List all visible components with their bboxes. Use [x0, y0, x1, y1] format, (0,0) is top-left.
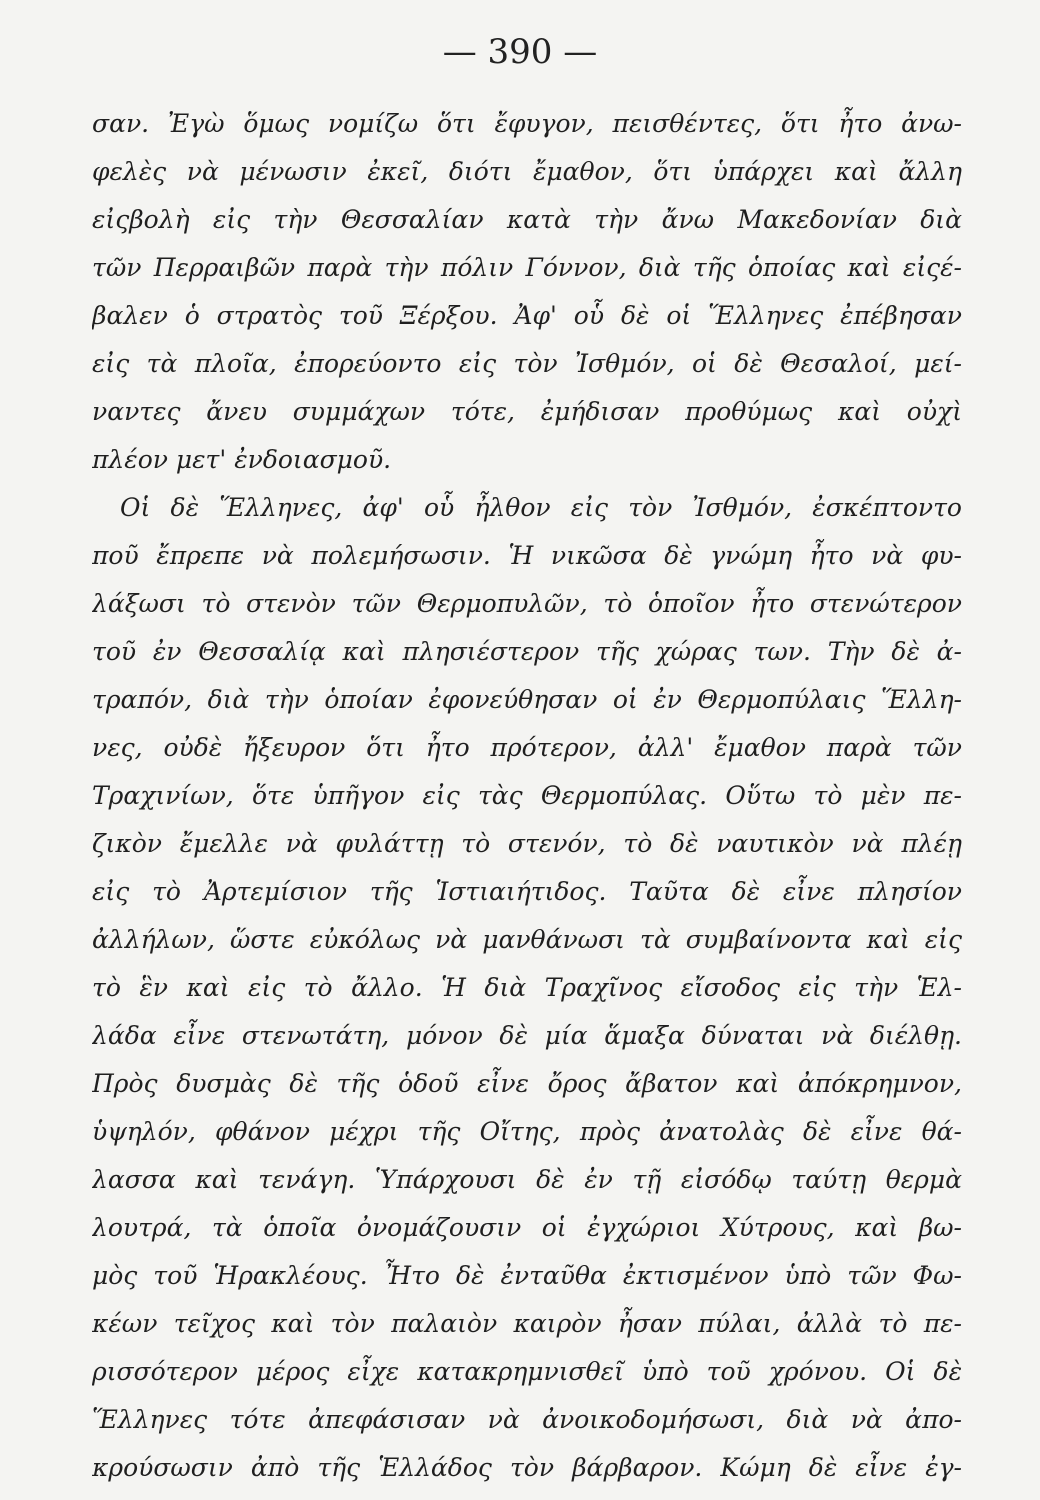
text-line: λασσα καὶ τενάγη. Ὑπάρχουσι δὲ ἐν τῇ εἰσόδῳ ταύτῃ θερμὰ: [92, 1165, 962, 1194]
text-line: κρούσωσιν ἀπὸ τῆς Ἑλλάδος τὸν βάρβαρον. Κώμη δὲ εἶνε ἐγ-: [92, 1453, 962, 1482]
text-line: Οἱ δὲ Ἕλληνες, ἀφ' οὗ ἦλθον εἰς τὸν Ἰσθμόν, ἐσκέπτοντο: [120, 493, 962, 522]
text-line: ναντες ἄνευ συμμάχων τότε, ἐμήδισαν προθύμως καὶ οὐχὶ: [92, 397, 962, 426]
text-line: μὸς τοῦ Ἡρακλέους. Ἦτο δὲ ἐνταῦθα ἐκτισμένον ὑπὸ τῶν Φω-: [92, 1261, 962, 1290]
text-line: νες, οὐδὲ ἤξευρον ὅτι ἦτο πρότερον, ἀλλ' ἔμαθον παρὰ τῶν: [92, 733, 962, 762]
text-line: λουτρά, τὰ ὁποῖα ὀνομάζουσιν οἱ ἐγχώριοι Χύτρους, καὶ βω-: [92, 1213, 962, 1242]
text-line: τραπόν, διὰ τὴν ὁποίαν ἐφονεύθησαν οἱ ἐν Θερμοπύλαις Ἕλλη-: [92, 685, 962, 714]
text-line: τῶν Περραιβῶν παρὰ τὴν πόλιν Γόννον, διὰ τῆς ὁποίας καὶ εἰςέ-: [92, 253, 962, 282]
paragraph-2: [92, 484, 962, 1492]
text-line: Ἕλληνες τότε ἀπεφάσισαν νὰ ἀνοικοδομήσωσι, διὰ νὰ ἀπο-: [92, 1405, 962, 1434]
text-line: εἰς τὰ πλοῖα, ἐπορεύοντο εἰς τὸν Ἰσθμόν, οἱ δὲ Θεσαλοί, μεί-: [92, 349, 962, 378]
text-line: τὸ ἓν καὶ εἰς τὸ ἄλλο. Ἡ διὰ Τραχῖνος εἴσοδος εἰς τὴν Ἑλ-: [92, 973, 962, 1002]
text-line: βαλεν ὁ στρατὸς τοῦ Ξέρξου. Ἀφ' οὗ δὲ οἱ Ἕλληνες ἐπέβησαν: [92, 301, 962, 330]
text-line: κέων τεῖχος καὶ τὸν παλαιὸν καιρὸν ἦσαν πύλαι, ἀλλὰ τὸ πε-: [92, 1309, 962, 1338]
text-line: Τραχινίων, ὅτε ὑπῆγον εἰς τὰς Θερμοπύλας. Οὕτω τὸ μὲν πε-: [92, 781, 962, 810]
text-line: ρισσότερον μέρος εἶχε κατακρημνισθεῖ ὑπὸ τοῦ χρόνου. Οἱ δὲ: [92, 1357, 962, 1386]
text-line: ἀλλήλων, ὥστε εὐκόλως νὰ μανθάνωσι τὰ συμβαίνοντα καὶ εἰς: [92, 925, 962, 954]
text-line: εἰςβολὴ εἰς τὴν Θεσσαλίαν κατὰ τὴν ἄνω Μακεδονίαν διὰ: [92, 205, 962, 234]
text-line: ζικὸν ἔμελλε νὰ φυλάττῃ τὸ στενόν, τὸ δὲ ναυτικὸν νὰ πλέῃ: [92, 829, 962, 858]
text-line: ποῦ ἔπρεπε νὰ πολεμήσωσιν. Ἡ νικῶσα δὲ γνώμη ἦτο νὰ φυ-: [92, 541, 962, 570]
text-line: λάδα εἶνε στενωτάτη, μόνον δὲ μία ἅμαξα δύναται νὰ διέλθῃ.: [92, 1021, 962, 1050]
text-line: σαν. Ἐγὼ ὅμως νομίζω ὅτι ἔφυγον, πεισθέντες, ὅτι ἦτο ἀνω-: [92, 109, 962, 138]
text-line: εἰς τὸ Ἀρτεμίσιον τῆς Ἱστιαιήτιδος. Ταῦτα δὲ εἶνε πλησίον: [92, 877, 962, 906]
text-line: πλέον μετ' ἐνδοιασμοῦ.: [92, 445, 392, 474]
body-text: [92, 100, 962, 1492]
text-line: τοῦ ἐν Θεσσαλίᾳ καὶ πλησιέστερον τῆς χώρας των. Τὴν δὲ ἀ-: [92, 637, 962, 666]
paragraph-1: [92, 100, 962, 484]
text-line: Πρὸς δυσμὰς δὲ τῆς ὁδοῦ εἶνε ὄρος ἄβατον καὶ ἀπόκρημνον,: [92, 1069, 962, 1098]
text-line: ὑψηλόν, φθάνον μέχρι τῆς Οἴτης, πρὸς ἀνατολὰς δὲ εἶνε θά-: [92, 1117, 962, 1146]
text-line: λάξωσι τὸ στενὸν τῶν Θερμοπυλῶν, τὸ ὁποῖον ἦτο στενώτερον: [92, 589, 962, 618]
page-number: — 390 —: [442, 32, 598, 72]
text-line: φελὲς νὰ μένωσιν ἐκεῖ, διότι ἔμαθον, ὅτι ὑπάρχει καὶ ἄλλη: [92, 157, 962, 186]
